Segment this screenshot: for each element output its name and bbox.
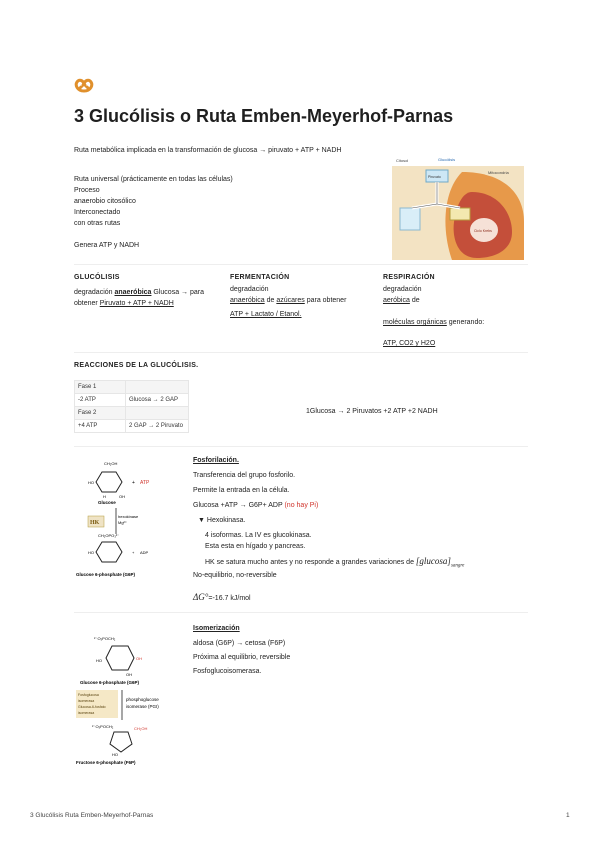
diagram-label: Citosol xyxy=(396,158,409,163)
pretzel-icon xyxy=(74,76,94,94)
glucolisis-text: degradación anaeróbica Glucosa → para xyxy=(74,289,205,296)
adp-label: ADP xyxy=(140,550,149,555)
svg-text:OH: OH xyxy=(119,494,125,499)
fermentacion-line-2: anaeróbica de azúcares para obtener xyxy=(230,297,347,304)
svg-text:+: + xyxy=(132,550,135,555)
pgi-box-text: isomerasa xyxy=(78,699,95,703)
glucose-label: Glucose xyxy=(98,500,116,505)
svg-text:²⁻O₃POCH₂: ²⁻O₃POCH₂ xyxy=(92,724,114,729)
diagram-label: Mitocondria xyxy=(488,170,509,175)
respiracion-heading: RESPIRACIÓN xyxy=(383,274,435,281)
page-number: 1 xyxy=(566,812,570,819)
svg-text:HO: HO xyxy=(88,480,94,485)
svg-text:CH₂OPO₃²⁻: CH₂OPO₃²⁻ xyxy=(98,533,120,538)
hexokinase-line-3: HK se satura mucho antes y no responde a grandes variaciones de $[glucosa]_{sangre}$ xyxy=(205,556,465,569)
table-cell: Fase 2 xyxy=(75,407,126,420)
g6p-label-2: Glucose 6-phosphate (G6P) xyxy=(80,680,140,685)
glycolysis-summary: 1Glucosa → 2 Piruvatos +2 ATP +2 NADH xyxy=(306,408,438,415)
divider xyxy=(74,264,528,265)
f6p-label: Fructose 6-phosphate (F6P) xyxy=(76,760,136,765)
table-cell xyxy=(126,407,189,420)
pgi-box-text: isomerasa xyxy=(78,711,95,715)
fosforilacion-line-4: No-equilibrio, no-reversible xyxy=(193,572,277,579)
svg-text:OH: OH xyxy=(136,656,142,661)
phase-table xyxy=(74,380,189,433)
table-row xyxy=(75,407,189,420)
respiracion-line-1: degradación xyxy=(383,286,422,293)
respiracion-line-3: moléculas orgánicas generando: xyxy=(383,319,485,326)
fermentacion-heading: FERMENTACIÓN xyxy=(230,274,290,281)
isomerase-reaction-figure xyxy=(74,632,184,768)
fermentacion-line-3: ATP + Lactato / Etanol. xyxy=(230,311,302,318)
svg-text:+: + xyxy=(132,480,135,486)
isomerizacion-line-3: Fosfoglucoisomerasa. xyxy=(193,668,262,675)
svg-text:OH: OH xyxy=(126,672,132,677)
delta-g: ΔG°=-16.7 kJ/mol xyxy=(193,592,251,602)
svg-text:CH₂OH: CH₂OH xyxy=(134,726,148,731)
page-title: 3 Glucólisis o Ruta Emben-Meyerhof-Parnas xyxy=(74,106,454,126)
cell-diagram xyxy=(392,152,524,260)
svg-text:HO: HO xyxy=(88,550,94,555)
intro-line-5: Interconectado xyxy=(74,209,121,216)
diagram-label: Piruvato xyxy=(428,175,441,179)
glucolisis-heading: GLUCÓLISIS xyxy=(74,274,120,281)
divider xyxy=(74,612,528,613)
hexokinase-line-1: 4 isoformas. La IV es glucokinasa. xyxy=(205,532,312,539)
intro-line-1 xyxy=(74,146,394,156)
fosforilacion-line-3: Glucosa +ATP → G6P+ ADP (no hay Pi) xyxy=(193,502,319,509)
intro-line-3: Proceso xyxy=(74,187,100,194)
divider xyxy=(74,446,528,447)
intro-line-7: Genera ATP y NADH xyxy=(74,242,140,249)
atp-label: ATP xyxy=(140,480,150,486)
pgi-box-text: Glucosa-6-fosfato xyxy=(78,705,106,709)
isomerizacion-line-1: aldosa (G6P) → cetosa (F6P) xyxy=(193,640,286,647)
pgi-box-text: Fosfoglucosa xyxy=(78,693,99,697)
hk-label: HK xyxy=(90,520,100,526)
arrow: → xyxy=(259,147,267,154)
intro-line-4: anaerobio citosólico xyxy=(74,198,136,205)
table-cell: -2 ATP xyxy=(75,394,126,407)
diagram-label: Ciclo Krebs xyxy=(474,229,492,233)
svg-text:HO: HO xyxy=(112,752,118,757)
fermentacion-line-1: degradación xyxy=(230,286,269,293)
intro-line-6: con otras rutas xyxy=(74,220,121,227)
hexokinase-line-2: Esta esta en hígado y pancreas. xyxy=(205,543,306,550)
divider xyxy=(74,352,528,353)
diagram-label: Glucólisis xyxy=(438,157,456,162)
svg-text:²⁻O₃POCH₂: ²⁻O₃POCH₂ xyxy=(94,636,116,641)
hexokinase-reaction-figure xyxy=(74,458,184,580)
triangle-down-icon: ▼ xyxy=(198,517,205,524)
svg-text:HO: HO xyxy=(96,658,102,663)
intro-text: Ruta metabólica implicada en la transformación de glucosa xyxy=(74,147,258,154)
hexokinase-label: hexokinase xyxy=(118,514,139,519)
isomerizacion-heading: Isomerización xyxy=(193,625,240,632)
footer-title: 3 Glucólisis Ruta Emben-Meyerhof-Parnas xyxy=(30,812,154,819)
svg-text:H: H xyxy=(103,494,106,499)
mg-label: Mg²⁺ xyxy=(118,520,127,525)
intro-line-2: Ruta universal (prácticamente en todas las células) xyxy=(74,176,233,183)
reacciones-heading: REACCIONES DE LA GLUCÓLISIS. xyxy=(74,362,199,369)
respiracion-line-4: ATP, CO2 y H2O xyxy=(383,340,436,347)
fosforilacion-line-2: Permite la entrada en la célula. xyxy=(193,487,290,494)
fosforilacion-line-1: Transferencia del grupo fosforilo. xyxy=(193,472,296,479)
table-cell: Fase 1 xyxy=(75,381,126,394)
table-cell xyxy=(126,381,189,394)
table-row xyxy=(75,420,189,433)
respiracion-line-2: aeróbica de xyxy=(383,297,420,304)
glucolisis-text-2: obtener Piruvato + ATP + NADH xyxy=(74,300,174,307)
isomerizacion-line-2: Próxima al equilibrio, reversible xyxy=(193,654,291,661)
table-cell: +4 ATP xyxy=(75,420,126,433)
svg-text:CH₂OH: CH₂OH xyxy=(104,461,118,466)
fosforilacion-heading: Fosforilación. xyxy=(193,457,239,464)
table-cell: 2 GAP → 2 Piruvato xyxy=(126,420,189,433)
table-row xyxy=(75,381,189,394)
g6p-label: Glucose 6-phosphate (G6P) xyxy=(76,572,136,577)
pgi-enzyme: phosphoglucose xyxy=(126,697,159,702)
pgi-enzyme: isomerase (PGI) xyxy=(126,704,159,709)
table-row xyxy=(75,394,189,407)
intro-text: piruvato + ATP + NADH xyxy=(268,147,342,154)
table-cell: Glucosa → 2 GAP xyxy=(126,394,189,407)
hexokinase-toggle[interactable]: ▼ Hexokinasa. xyxy=(198,517,246,524)
